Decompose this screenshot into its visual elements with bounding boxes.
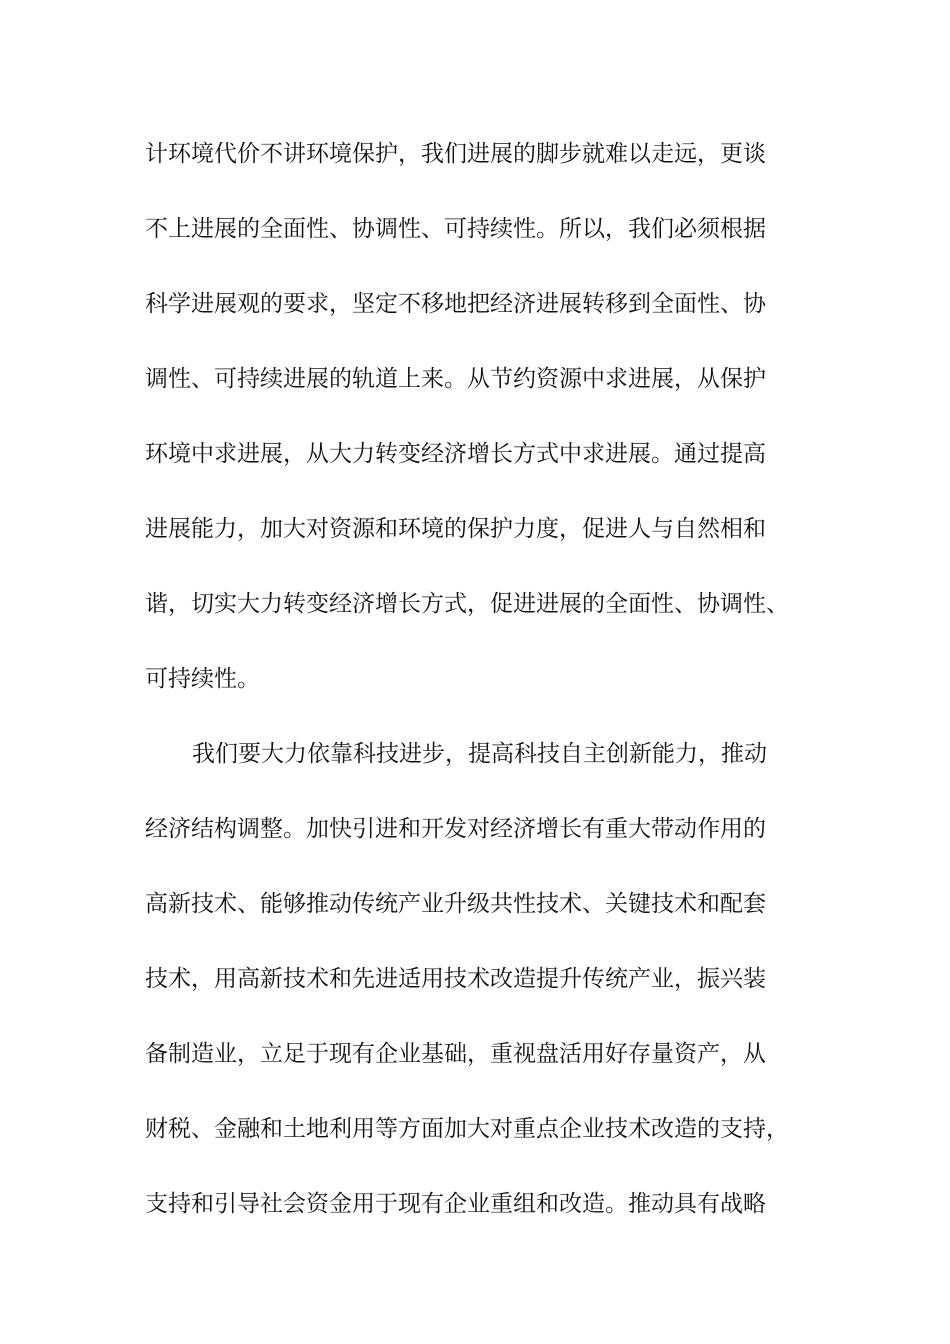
text-line: 谐，切实大力转变经济增长方式，促进进展的全面性、协调性、 [145,591,789,617]
text-line: 科学进展观的要求，坚定不移地把经济进展转移到全面性、协 [145,291,766,317]
text-line: 技术，用高新技术和先进适用技术改造提升传统产业，振兴装 [145,966,766,992]
text-line: 不上进展的全面性、协调性、可持续性。所以，我们必须根据 [145,216,766,242]
text-line: 进展能力，加大对资源和环境的保护力度，促进人与自然相和 [145,516,766,542]
text-line: 高新技术、能够推动传统产业升级共性技术、关键技术和配套 [145,891,766,917]
paragraph-first-line: 我们要大力依靠科技进步，提高科技自主创新能力，推动 [192,741,767,767]
text-line: 经济结构调整。加快引进和开发对经济增长有重大带动作用的 [145,816,766,842]
text-line: 调性、可持续进展的轨道上来。从节约资源中求进展，从保护 [145,366,766,392]
text-line: 计环境代价不讲环境保护，我们进展的脚步就难以走远，更谈 [145,141,766,167]
text-line: 环境中求进展，从大力转变经济增长方式中求进展。通过提高 [145,441,766,467]
text-line: 备制造业，立足于现有企业基础，重视盘活用好存量资产，从 [145,1041,766,1067]
text-line: 支持和引导社会资金用于现有企业重组和改造。推动具有战略 [145,1191,766,1217]
text-line: 财税、金融和土地利用等方面加大对重点企业技术改造的支持， [145,1116,789,1142]
text-line: 可持续性。 [145,666,260,692]
